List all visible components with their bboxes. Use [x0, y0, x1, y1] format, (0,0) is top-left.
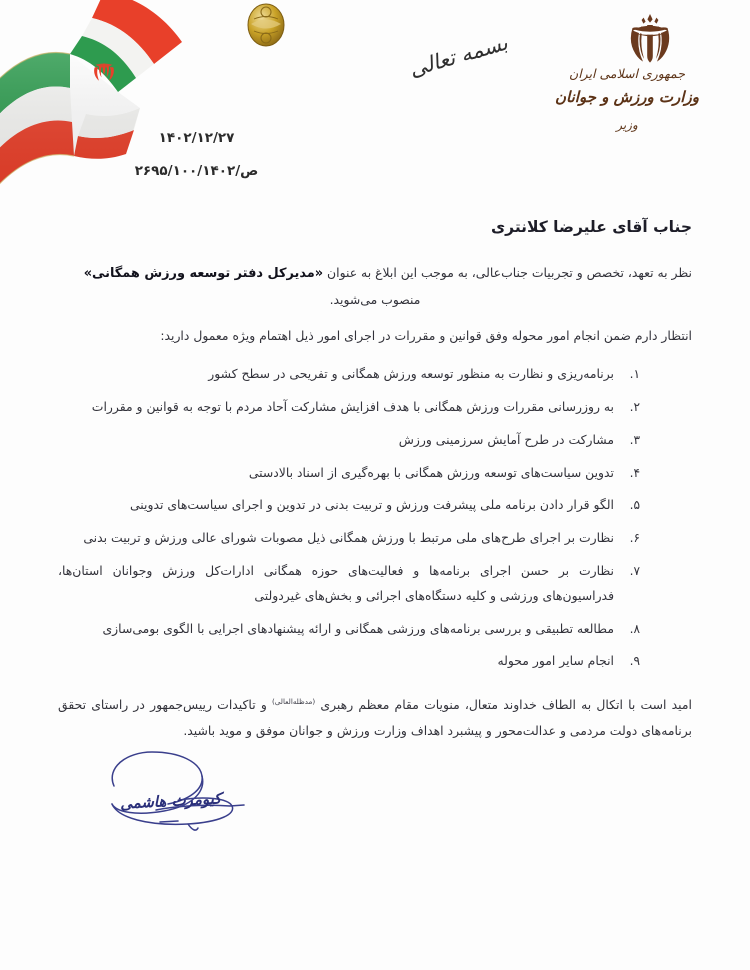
appointment-paragraph	[58, 260, 692, 313]
duty-item: تدوین سیاست‌های توسعه ورزش همگانی با بهره‌گیری از اسناد بالادستی	[248, 464, 614, 480]
minister-role: وزیر	[616, 118, 638, 133]
gold-seal-icon	[245, 2, 287, 48]
iran-emblem-icon	[621, 8, 679, 66]
appointment-tail: منصوب می‌شوید.	[329, 292, 421, 308]
signature-block	[96, 748, 346, 838]
letter-reference-number: ۲۶۹۵/۱۰۰/ص/۱۴۰۲	[134, 163, 259, 179]
organization-header	[522, 64, 732, 136]
duty-item: نظارت بر حسن اجرای برنامه‌ها و فعالیت‌های حوزه همگانی ادارات‌کل ورزش وجوانان استان‌ها، فدراسیون‌های ورزشی و کلیه دستگاه‌های اجرائی و بخش‌های غیردولتی	[58, 562, 614, 603]
appointment-title: «مدیرکل دفتر توسعه ورزش همگانی»	[83, 265, 324, 281]
addressee-name: جناب آقای علیرضا کلانتری	[490, 218, 692, 236]
duty-item: مشارکت در طرح آمایش سرزمینی ورزش	[398, 431, 614, 447]
duties-lead-in: انتظار دارم ضمن انجام امور محوله وفق قوانین و مقررات در اجرای امور ذیل اهتمام ویژه معمول دارید:	[160, 327, 692, 343]
duties-list	[58, 362, 662, 674]
letter-date: ۱۴۰۲/۱۲/۲۷	[158, 130, 235, 146]
duty-item: به روزرسانی مقررات ورزش همگانی با هدف افزایش مشارکت آحاد مردم با توجه به قوانین و مقررات	[91, 398, 614, 414]
duty-item: مطالعه تطبیقی و بررسی برنامه‌های ورزشی همگانی و ارائه پیشنهادهای اجرایی با الگوی بومی‌سازی	[102, 620, 614, 636]
country-name: جمهوری اسلامی ایران	[569, 66, 685, 81]
letter-body	[58, 212, 692, 754]
signatory-name: کیومرث هاشمی	[119, 789, 222, 813]
closing-text-part2: و تاکیدات رییس‌جمهور در راستای تحقق برنامه‌های دولت مردمی و عدالت‌محور و پیشبرد اهداف وزارت ورزش و جوانان موفق و موید باشید.	[58, 697, 692, 739]
basmala-text: بسمه تعالی	[406, 30, 511, 82]
appointment-intro: نظر به تعهد، تخصص و تجربیات جناب‌عالی، به موجب این ابلاغ به عنوان	[323, 264, 692, 280]
duty-item: الگو قرار دادن برنامه ملی پیشرفت ورزش و تربیت بدنی در تدوین و اجرای سیاست‌های تدوینی	[129, 497, 614, 513]
letter-meta	[104, 130, 289, 179]
duty-item: انجام سایر امور محوله	[497, 653, 614, 669]
duty-item: برنامه‌ریزی و نظارت به منظور توسعه ورزش همگانی و تفریحی در سطح کشور	[208, 366, 614, 382]
duty-item: نظارت بر اجرای طرح‌های ملی مرتبط با ورزش همگانی ذیل مصوبات شورای عالی ورزش و تربیت بدنی	[83, 530, 614, 546]
closing-text-part1: امید است با اتکال به الطاف خداوند متعال، منویات مقام معظم رهبری	[315, 697, 692, 713]
honorific-note: (مدظله‌العالی)	[271, 697, 316, 707]
ministry-name: وزارت ورزش و جوانان	[555, 87, 699, 106]
closing-paragraph	[58, 692, 692, 744]
